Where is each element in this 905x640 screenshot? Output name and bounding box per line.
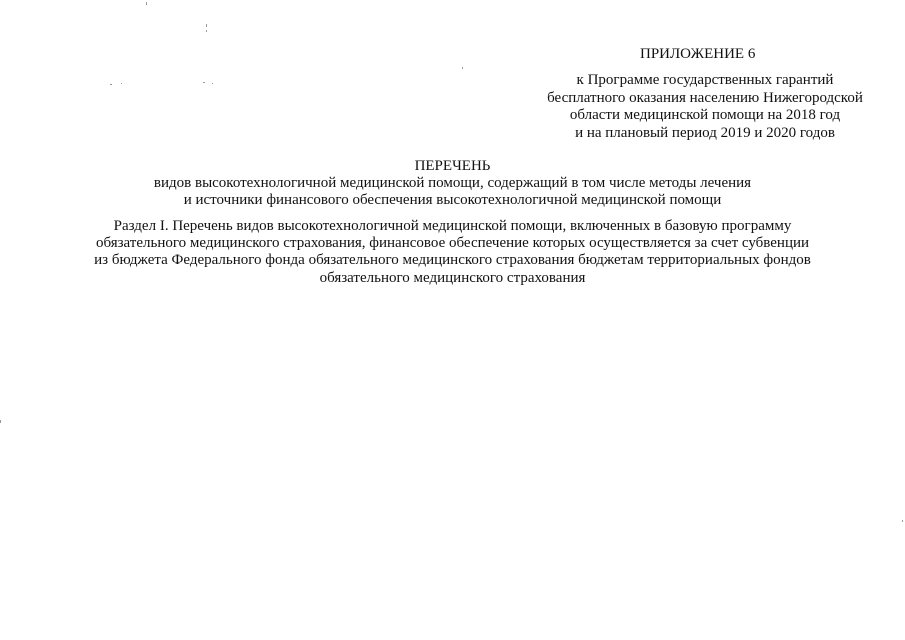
section-line: из бюджета Федерального фонда обязательного медицинского страхования бюджетам территориальных фондов xyxy=(94,252,811,269)
scan-speck xyxy=(212,83,213,84)
section-line: Раздел I. Перечень видов высокотехнологичной медицинской помощи, включенных в базовую программу xyxy=(113,218,792,234)
list-subtitle-line: видов высокотехнологичной медицинской помощи, содержащий в том числе методы лечения xyxy=(153,175,752,191)
section-line: обязательного медицинского страхования, финансовое обеспечение которых осуществляется за счет субвенции xyxy=(95,235,810,252)
list-title-text: ПЕРЕЧЕНЬ xyxy=(414,158,491,174)
section-line: обязательного медицинского страхования xyxy=(319,269,586,286)
appendix-subtitle xyxy=(520,72,890,142)
scan-speck xyxy=(902,520,903,522)
appendix-title: ПРИЛОЖЕНИЕ 6 xyxy=(640,46,756,62)
scan-speck xyxy=(206,24,207,27)
list-subtitle-line: и источники финансового обеспечения высокотехнологичной медицинской помощи xyxy=(183,192,722,208)
appendix-line: бесплатного оказания населению Нижегородской xyxy=(547,89,863,106)
list-subtitle xyxy=(0,175,905,209)
scan-speck xyxy=(121,83,122,84)
scan-speck xyxy=(203,82,205,83)
appendix-line: и на плановый период 2019 и 2020 годов xyxy=(575,124,835,141)
scan-speck xyxy=(0,420,1,423)
scan-speck xyxy=(146,2,147,5)
section-heading xyxy=(0,218,905,287)
scan-speck xyxy=(206,30,207,32)
scan-speck xyxy=(110,84,112,85)
list-title xyxy=(0,158,905,174)
appendix-line: области медицинской помощи на 2018 год xyxy=(569,107,841,123)
appendix-line: к Программе государственных гарантий xyxy=(576,72,834,88)
scan-speck xyxy=(462,67,463,69)
